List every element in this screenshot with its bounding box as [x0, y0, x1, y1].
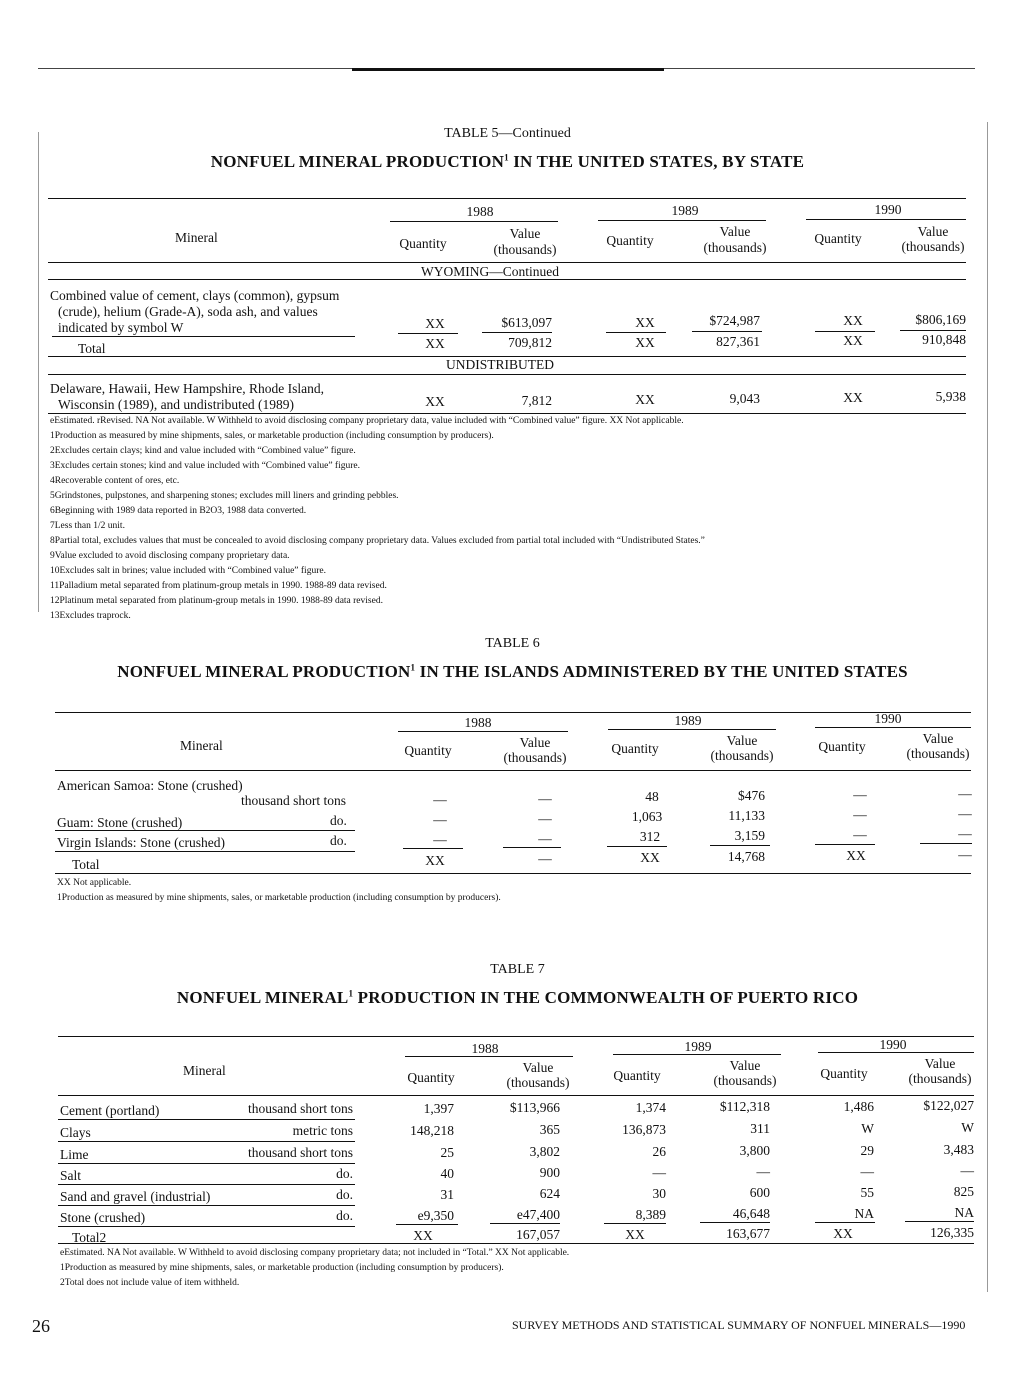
table6-cell: —	[433, 812, 447, 827]
table7-cell: 163,677	[726, 1226, 770, 1241]
table6-col-quantity: Quantity	[611, 741, 659, 756]
table6-col-value: Value	[519, 735, 551, 750]
table6-cell: —	[958, 806, 972, 821]
table6-total-label: Total	[72, 857, 100, 872]
table5-sum-rule	[606, 332, 666, 333]
table5-col-quantity: Quantity	[606, 233, 654, 248]
table7-cell: W	[861, 1121, 874, 1136]
table7-cell: XX	[625, 1227, 645, 1242]
table7-cell: 40	[440, 1166, 454, 1181]
table7-cell: 600	[749, 1185, 770, 1200]
table5-combined-qty-1989: XX	[635, 315, 655, 330]
table7-cell: NA	[854, 1206, 874, 1221]
table6-sum-rule	[607, 846, 667, 847]
table6-title-rest: IN THE ISLANDS ADMINISTERED BY THE UNITED STATES	[415, 662, 908, 681]
table7-title-main: NONFUEL MINERAL	[176, 988, 349, 1007]
table5-total-val-1990: 910,848	[922, 332, 966, 347]
table7-cell: NA	[954, 1205, 974, 1220]
table6-col-value-unit: (thousands)	[710, 748, 774, 763]
table6-cell: —	[538, 791, 552, 806]
table6-year-rule	[398, 731, 568, 732]
table6-col-value: Value	[922, 731, 954, 746]
table7-row-label: Lime	[60, 1147, 89, 1162]
table6-col-value-unit: (thousands)	[503, 750, 567, 765]
table6-cell: —	[853, 787, 867, 802]
table6-cell: —	[538, 811, 552, 826]
table5-total-val-1988: 709,812	[508, 335, 552, 350]
table5-note: 12Platinum metal separated from platinum-group metals in 1990. 1988-89 data revised.	[50, 596, 383, 606]
table7-cell: 311	[750, 1121, 770, 1136]
table5-year-1988: 1988	[466, 204, 494, 219]
table5-row-rule	[52, 336, 355, 337]
table5-sum-rule	[398, 333, 458, 334]
table5-col-value: Value	[917, 224, 949, 239]
table7-cell: 55	[860, 1185, 874, 1200]
table7-bottom-rule	[58, 1243, 974, 1244]
table7-cell: 8,389	[635, 1207, 666, 1222]
table7-top-rule	[58, 1036, 974, 1037]
table6-row-rule	[55, 851, 355, 852]
table5-year-rule	[598, 220, 766, 221]
table7-sum-rule	[604, 1223, 666, 1224]
table5-top-rule	[48, 198, 966, 199]
table5-note: 2Excludes certain clays; kind and value included with “Combined value” figure.	[50, 446, 356, 456]
table5-combined-label-2: (crude), helium (Grade-A), soda ash, and values	[58, 304, 318, 319]
table7-col-value: Value	[924, 1056, 956, 1071]
table5-note: 3Excludes certain stones; kind and value included with “Combined value” figure.	[50, 461, 360, 471]
table6-year-1988: 1988	[464, 715, 492, 730]
table7-cell: 3,483	[943, 1142, 974, 1157]
table5-year-1989: 1989	[671, 203, 699, 218]
table6-bottom-rule	[55, 873, 971, 874]
table7-cell: —	[960, 1163, 974, 1178]
table7-title-sup: 1	[348, 988, 354, 999]
table5-total-qty-1988: XX	[425, 336, 445, 351]
table6-cell: —	[538, 831, 552, 846]
table7-cell: XX	[413, 1228, 433, 1243]
table5	[0, 0, 1025, 620]
table6-top-rule	[55, 712, 971, 713]
table6-sum-rule	[710, 845, 770, 846]
table7-header-rule	[58, 1095, 974, 1096]
table5-label: TABLE 5—Continued	[444, 126, 571, 141]
table5-undist-val-1989: 9,043	[729, 391, 760, 406]
table5-note: 5Grindstones, pulpstones, and sharpening stones; excludes mill liners and grinding pebbles.	[50, 491, 399, 501]
table7-cell: —	[756, 1164, 770, 1179]
table7-row-label: Cement (portland)	[60, 1103, 160, 1118]
table7-sum-rule	[396, 1224, 458, 1225]
table5-section-undistributed: UNDISTRIBUTED	[446, 357, 554, 372]
table7-row-unit: do.	[336, 1187, 353, 1202]
table5-undist-label-1: Delaware, Hawaii, Hew Hampshire, Rhode Island,	[50, 381, 325, 396]
table7-row-label: Clays	[60, 1125, 91, 1140]
table6-title-sup: 1	[410, 662, 416, 673]
table7-col-value-unit: (thousands)	[713, 1073, 777, 1088]
table5-total-qty-1990: XX	[843, 333, 863, 348]
table6-row-rule	[55, 830, 355, 831]
table7-row-rule	[58, 1184, 355, 1185]
table6-title	[0, 662, 1025, 682]
table5-undist-qty-1989: XX	[635, 392, 655, 407]
table7-cell: 1,397	[423, 1101, 454, 1116]
table7-year-1990: 1990	[879, 1037, 907, 1052]
table7-cell: W	[961, 1120, 974, 1135]
table5-combined-label-1: Combined value of cement, clays (common), gypsum	[50, 288, 340, 303]
table5-sum-rule	[815, 331, 875, 332]
table7-cell: $113,966	[509, 1100, 560, 1115]
table6-cell: —	[433, 792, 447, 807]
table5-title	[0, 152, 1015, 172]
table5-col-quantity: Quantity	[399, 236, 447, 251]
table6-cell: —	[853, 807, 867, 822]
table6-note: XX Not applicable.	[57, 878, 132, 888]
table6-note: 1Production as measured by mine shipments, sales, or marketable production (including consumption by producers).	[57, 893, 501, 903]
table6-cell: 312	[639, 829, 661, 844]
table7-cell: 1,486	[843, 1099, 874, 1114]
table6-row-unit: thousand short tons	[241, 793, 347, 808]
table5-undist-qty-1990: XX	[843, 390, 863, 405]
table5-undist-val-1990: 5,938	[935, 389, 966, 404]
table7-year-rule	[613, 1054, 781, 1055]
table7-row-rule	[58, 1119, 355, 1120]
table6-cell: —	[958, 786, 972, 801]
table5-combined-qty-1990: XX	[843, 313, 863, 328]
table7-cell: 136,873	[622, 1122, 666, 1137]
table7-col-mineral: Mineral	[183, 1063, 226, 1078]
table7-sum-rule	[905, 1221, 974, 1222]
table5-title-main: NONFUEL MINERAL PRODUCTION	[210, 152, 505, 171]
table7-note: eEstimated. NA Not available. W Withheld to avoid disclosing company proprietary data; not included in “Total.” XX Not applicable.	[60, 1248, 570, 1258]
table5-combined-label-3: indicated by symbol W	[58, 320, 184, 335]
table7-cell: $122,027	[923, 1098, 974, 1113]
table7-note: 2Total does not include value of item withheld.	[60, 1278, 240, 1288]
table5-col-value-unit: (thousands)	[493, 242, 557, 257]
table5-combined-val-1990: $806,169	[915, 312, 966, 327]
table6-cell: —	[433, 832, 447, 847]
table5-undist-label-2: Wisconsin (1989), and undistributed (1989)	[58, 397, 295, 412]
table5-combined-val-1988: $613,097	[501, 315, 552, 330]
table7-cell: 624	[539, 1186, 560, 1201]
table5-note: eEstimated. rRevised. NA Not available. W Withheld to avoid disclosing company proprietary data, value included with “Combined value” figure. XX Not applicable.	[50, 416, 684, 426]
page-number: 26	[32, 1316, 50, 1336]
table6-row-label: Guam: Stone (crushed)	[57, 815, 183, 830]
table5-combined-qty-1988: XX	[425, 316, 445, 331]
table7-cell: 3,800	[739, 1143, 770, 1158]
table5-col-value: Value	[509, 226, 541, 241]
table6-year-1989: 1989	[674, 713, 702, 728]
table7-row-unit: thousand short tons	[247, 1145, 353, 1160]
table7-col-quantity: Quantity	[613, 1068, 661, 1083]
running-title: SURVEY METHODS AND STATISTICAL SUMMARY OF NONFUEL MINERALS—1990	[512, 1318, 966, 1332]
table7-cell: 3,802	[529, 1144, 560, 1159]
table6-cell: 3,159	[734, 828, 765, 843]
table7-sum-rule	[700, 1222, 770, 1223]
table6-footnotes	[57, 876, 501, 906]
table5-col-value: Value	[719, 224, 751, 239]
table6-col-quantity: Quantity	[818, 739, 866, 754]
table5-combined-val-1989: $724,987	[709, 313, 760, 328]
table7-row-unit: metric tons	[292, 1123, 353, 1138]
table5-note: 1Production as measured by mine shipments, sales, or marketable production (including consumption by producers).	[50, 431, 494, 441]
table7-year-1988: 1988	[471, 1041, 499, 1056]
table6-cell: 11,133	[728, 808, 765, 823]
table6-cell: —	[853, 827, 867, 842]
table7-cell: 167,057	[516, 1227, 560, 1242]
table7-cell: $112,318	[719, 1099, 770, 1114]
table7-col-quantity: Quantity	[407, 1070, 455, 1085]
table5-note: 13Excludes traprock.	[50, 611, 131, 621]
table7-cell: 31	[440, 1187, 454, 1202]
table7-row-unit: do.	[336, 1208, 353, 1223]
table6-year-1990: 1990	[874, 711, 902, 726]
table7-cell: 365	[539, 1122, 560, 1137]
table5-note: 7Less than 1/2 unit.	[50, 521, 125, 531]
table5-note: 9Value excluded to avoid disclosing company proprietary data.	[50, 551, 290, 561]
table6-row-label: Virgin Islands: Stone (crushed)	[57, 835, 226, 850]
table7-row-rule	[58, 1163, 355, 1164]
table5-section-rule	[48, 374, 966, 375]
table7-cell: —	[652, 1165, 666, 1180]
table6-sum-rule	[503, 847, 561, 848]
table6-header-rule	[55, 770, 971, 771]
table6-row-unit: do.	[330, 833, 347, 848]
table7-cell: e47,400	[516, 1207, 560, 1222]
table6-cell: —	[538, 851, 552, 866]
table7-cell: 126,335	[930, 1225, 974, 1240]
table7-sum-rule	[490, 1223, 560, 1224]
table5-footnotes	[50, 414, 705, 624]
table7-cell: 26	[652, 1144, 666, 1159]
table7-row-label: Sand and gravel (industrial)	[60, 1189, 211, 1204]
table6-cell: $476	[738, 788, 765, 803]
table7-col-value: Value	[729, 1058, 761, 1073]
table7-cell: 148,218	[410, 1123, 454, 1138]
table5-note: 8Partial total, excludes values that must be concealed to avoid disclosing company proprietary data. Values excluded from partial total included with “Undistributed States.”	[50, 536, 705, 546]
table7-cell: 900	[539, 1165, 560, 1180]
table7-cell: XX	[833, 1226, 853, 1241]
table5-year-rule	[806, 219, 966, 220]
table6-row-label: American Samoa: Stone (crushed)	[57, 778, 243, 793]
table7-year-1989: 1989	[684, 1039, 712, 1054]
table7-row-unit: do.	[336, 1166, 353, 1181]
table6-sum-rule	[815, 844, 875, 845]
table7-sum-rule	[815, 1222, 875, 1223]
table7-total-label: Total2	[72, 1230, 107, 1245]
table5-year-1990: 1990	[874, 202, 902, 217]
table6-year-rule	[608, 729, 776, 730]
table6-col-value-unit: (thousands)	[906, 746, 970, 761]
table7-cell: 825	[953, 1184, 974, 1199]
table6-cell: 1,063	[631, 809, 663, 824]
table5-note: 10Excludes salt in brines; value included with “Combined value” figure.	[50, 566, 326, 576]
table5-sum-rule	[900, 330, 966, 331]
table6-cell: —	[958, 847, 972, 862]
table6-cell: —	[958, 826, 972, 841]
table5-title-rest: IN THE UNITED STATES, BY STATE	[508, 152, 805, 171]
table7-col-value-unit: (thousands)	[506, 1075, 570, 1090]
table5-sum-rule	[482, 332, 552, 333]
table5-col-quantity: Quantity	[814, 231, 862, 246]
table6-cell: XX	[846, 848, 866, 863]
table7-year-rule	[405, 1056, 573, 1057]
table5-header-rule	[48, 262, 966, 263]
table7-title-rest: PRODUCTION IN THE COMMONWEALTH OF PUERTO RICO	[353, 988, 859, 1007]
table5-total-qty-1989: XX	[635, 335, 655, 350]
table5-title-sup: 1	[504, 152, 509, 163]
table6-year-rule	[815, 727, 971, 728]
table7-row-rule	[58, 1205, 355, 1206]
table6-title-main: NONFUEL MINERAL PRODUCTION	[117, 662, 411, 681]
table5-undist-val-1988: 7,812	[521, 393, 552, 408]
table7-cell: 29	[860, 1143, 874, 1158]
table7-row-label: Stone (crushed)	[60, 1210, 146, 1225]
table7-row-unit: thousand short tons	[247, 1101, 353, 1116]
table5-undist-qty-1988: XX	[425, 394, 445, 409]
table6-sum-rule	[403, 848, 463, 849]
table5-col-value-unit: (thousands)	[703, 240, 767, 255]
table5-sum-rule	[692, 331, 762, 332]
table7-footnotes	[60, 1246, 569, 1291]
table7-cell: 1,374	[635, 1100, 666, 1115]
table6-cell: 14,768	[727, 849, 765, 864]
table5-col-mineral: Mineral	[175, 230, 218, 245]
table5-year-rule	[390, 221, 558, 222]
table7-col-value: Value	[522, 1060, 554, 1075]
table5-total-val-1989: 827,361	[716, 334, 760, 349]
table7-cell: 30	[652, 1186, 666, 1201]
table7-note: 1Production as measured by mine shipments, sales, or marketable production (including consumption by producers).	[60, 1263, 504, 1273]
table6-col-mineral: Mineral	[180, 738, 223, 753]
table6-row-unit: do.	[330, 813, 347, 828]
table6-cell: 48	[645, 789, 659, 804]
table7-row-rule	[58, 1226, 355, 1227]
table7-cell: 46,648	[732, 1206, 770, 1221]
table7-cell: e9,350	[417, 1208, 454, 1223]
table7-col-quantity: Quantity	[820, 1066, 868, 1081]
table6-cell: XX	[425, 853, 445, 868]
table7-row-rule	[58, 1141, 355, 1142]
table6-cell: XX	[640, 850, 660, 865]
table6-col-quantity: Quantity	[404, 743, 452, 758]
table7-cell: 25	[440, 1145, 454, 1160]
table7-title	[0, 988, 1025, 1008]
table5-note: 4Recoverable content of ores, etc.	[50, 476, 180, 486]
table5-note: 6Beginning with 1989 data reported in B2O3, 1988 data converted.	[50, 506, 307, 516]
table5-section-rule	[48, 279, 966, 280]
table5-section-wyoming: WYOMING—Continued	[421, 264, 559, 279]
table5-col-value-unit: (thousands)	[901, 239, 965, 254]
table7-year-rule	[818, 1052, 974, 1053]
table6-col-value: Value	[726, 733, 758, 748]
table7-col-value-unit: (thousands)	[908, 1071, 972, 1086]
table5-note: 11Palladium metal separated from platinum-group metals in 1990. 1988-89 data revised.	[50, 581, 387, 591]
table7-row-label: Salt	[60, 1168, 82, 1183]
table6-sum-rule	[920, 843, 972, 844]
table5-total-label: Total	[78, 341, 106, 356]
table7-label: TABLE 7	[490, 962, 545, 977]
table6-label: TABLE 6	[485, 636, 540, 651]
table7-cell: —	[860, 1164, 874, 1179]
